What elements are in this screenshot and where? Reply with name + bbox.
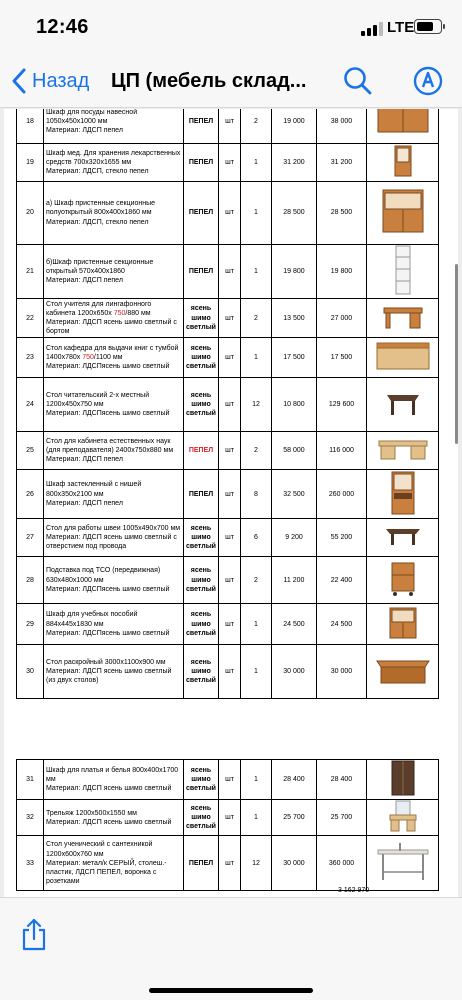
item-sum: 28 500: [317, 182, 367, 245]
item-image: [367, 245, 439, 299]
row-number: 28: [17, 557, 44, 604]
item-sum: 55 200: [317, 519, 367, 557]
item-sum: 28 400: [317, 760, 367, 800]
counter-desk-icon: [368, 341, 437, 374]
description-part: /880 мм Материал: ЛДСП ясень шимо светлый с бортом: [46, 310, 177, 336]
description-part: Стол учителя для лингафонного кабинета 1200х650х: [46, 300, 152, 317]
item-price: 9 200: [272, 519, 317, 557]
furniture-table: [16, 109, 439, 699]
item-unit: шт: [219, 299, 241, 338]
item-price: 25 700: [272, 800, 317, 836]
item-price: 31 200: [272, 144, 317, 182]
item-sum: 38 000: [317, 109, 367, 144]
item-description: а) Шкаф пристенные секционные полуоткрытый 800х400х1860 мм Материал: ЛДСП, стекло пепел: [44, 182, 184, 245]
item-description: Стол читательский 2-х местный 1200х450х750 мм Материал: ЛДСПясень шимо светлый: [44, 378, 184, 432]
item-unit: шт: [219, 470, 241, 519]
item-image: [367, 800, 439, 836]
item-unit: шт: [219, 557, 241, 604]
item-quantity: 2: [241, 109, 272, 144]
tv-stand-icon: [368, 561, 437, 600]
item-unit: шт: [219, 144, 241, 182]
item-description: Шкаф для платья и белья 800х400х1700 мм Материал: ЛДСП ясень шимо светлый: [44, 760, 184, 800]
back-label: Назад: [32, 69, 90, 92]
item-image: [367, 109, 439, 144]
item-quantity: 2: [241, 557, 272, 604]
item-color: ПЕПЕЛ: [184, 144, 219, 182]
item-color: ясень шимо светлый: [184, 557, 219, 604]
item-price: 30 000: [272, 836, 317, 891]
scrollbar[interactable]: [455, 264, 458, 444]
share-button[interactable]: [20, 918, 48, 952]
item-description: Стол ученический с сантехникой 1200х600х760 мм Материал: метал/к СЕРЫЙ, столеш.-пластик, ЛДСП ПЕПЕЛ, воронка с розетками: [44, 836, 184, 891]
item-quantity: 1: [241, 245, 272, 299]
item-unit: шт: [219, 836, 241, 891]
row-number: 27: [17, 519, 44, 557]
cutting-table-icon: [368, 653, 437, 690]
item-description: Шкаф мед. Для хранения лекарственных средств 700х320х1655 мм Материал: ЛДСП, стекло пепел: [44, 144, 184, 182]
science-desk-icon: [368, 437, 437, 464]
item-color: ясень шимо светлый: [184, 519, 219, 557]
item-sum: 360 000: [317, 836, 367, 891]
table-row: [17, 470, 439, 519]
row-number: 30: [17, 645, 44, 699]
item-quantity: 6: [241, 519, 272, 557]
table-row: [17, 109, 439, 144]
item-sum: 27 000: [317, 299, 367, 338]
item-image: [367, 836, 439, 891]
row-number: 32: [17, 800, 44, 836]
item-color: ПЕПЕЛ: [184, 470, 219, 519]
item-unit: шт: [219, 800, 241, 836]
document-title: ЦП (мебель склад...: [111, 70, 307, 92]
row-number: 21: [17, 245, 44, 299]
item-quantity: 1: [241, 645, 272, 699]
chevron-left-icon: [8, 66, 32, 96]
item-sum: 17 500: [317, 338, 367, 378]
document-viewer[interactable]: [0, 109, 462, 897]
item-description: Стол для работы швеи 1005х490х700 мм Материал: ЛДСП ясень шимо светлый с отверстием под провода: [44, 519, 184, 557]
home-indicator: [149, 988, 313, 993]
item-quantity: 1: [241, 760, 272, 800]
clothes-wardrobe-icon: [368, 760, 437, 799]
item-unit: шт: [219, 760, 241, 800]
item-sum: 30 000: [317, 645, 367, 699]
markup-button[interactable]: [412, 65, 444, 97]
network-label: LTE: [387, 19, 415, 36]
nav-bar: [0, 56, 462, 108]
share-icon: [20, 918, 48, 952]
row-number: 29: [17, 604, 44, 645]
item-unit: шт: [219, 109, 241, 144]
document-page: [4, 109, 458, 819]
item-description: Шкаф застекленный с нишей 800х350х2100 мм Материал: ЛДСП пепел: [44, 470, 184, 519]
item-sum: 31 200: [317, 144, 367, 182]
item-quantity: 1: [241, 144, 272, 182]
item-price: 17 500: [272, 338, 317, 378]
item-description: [44, 338, 184, 378]
item-unit: шт: [219, 338, 241, 378]
grand-total: 3 162 970: [338, 887, 370, 894]
table-row: [17, 432, 439, 470]
item-quantity: 12: [241, 378, 272, 432]
item-color: ясень шимо светлый: [184, 338, 219, 378]
document-page: [4, 746, 458, 897]
item-image: [367, 470, 439, 519]
item-unit: шт: [219, 182, 241, 245]
cabinet-glass-icon: [368, 145, 437, 180]
item-description: Стол для кабинета естественных наук (для преподавателя) 2400х750х880 мм Материал: ЛДСП пепел: [44, 432, 184, 470]
dressing-table-icon: [368, 800, 437, 835]
row-number: 25: [17, 432, 44, 470]
item-price: 19 800: [272, 245, 317, 299]
item-price: 10 800: [272, 378, 317, 432]
row-number: 23: [17, 338, 44, 378]
item-quantity: 2: [241, 299, 272, 338]
table-row: [17, 519, 439, 557]
item-sum: 19 800: [317, 245, 367, 299]
item-image: [367, 182, 439, 245]
item-unit: шт: [219, 245, 241, 299]
cabinet-wall-icon: [368, 109, 437, 137]
item-sum: 24 500: [317, 604, 367, 645]
item-quantity: 12: [241, 836, 272, 891]
description-part: Стол кафедра для выдачи книг с тумбой 1400х780х: [46, 344, 179, 362]
description-part: /1100 мм Материал: ЛДСПясень шимо светлый: [46, 354, 170, 371]
table-row: [17, 760, 439, 800]
signal-icon: [361, 22, 383, 36]
item-image: [367, 519, 439, 557]
item-price: 58 000: [272, 432, 317, 470]
search-button[interactable]: [342, 65, 374, 97]
item-price: 28 500: [272, 182, 317, 245]
row-number: 20: [17, 182, 44, 245]
table-row: [17, 645, 439, 699]
battery-icon: [414, 19, 442, 34]
item-color: ПЕПЕЛ: [184, 245, 219, 299]
table-row: [17, 557, 439, 604]
item-image: [367, 338, 439, 378]
sewing-table-icon: [368, 525, 437, 550]
row-number: 18: [17, 109, 44, 144]
item-price: 24 500: [272, 604, 317, 645]
highlighted-dimension: 750: [82, 354, 94, 362]
lab-table-icon: [368, 842, 437, 885]
teacher-desk-icon: [368, 304, 437, 333]
item-sum: 129 600: [317, 378, 367, 432]
item-color: ПЕПЕЛ: [184, 432, 219, 470]
item-unit: шт: [219, 378, 241, 432]
item-price: 30 000: [272, 645, 317, 699]
item-description: Шкаф для учебных пособий 884х445х1830 мм Материал: ЛДСПясень шимо светлый: [44, 604, 184, 645]
item-sum: 22 400: [317, 557, 367, 604]
item-quantity: 1: [241, 182, 272, 245]
item-unit: шт: [219, 604, 241, 645]
item-description: Подставка под ТСО (передвижная) 630х480х1000 мм Материал: ЛДСПясень шимо светлый: [44, 557, 184, 604]
row-number: 26: [17, 470, 44, 519]
item-price: 19 000: [272, 109, 317, 144]
item-price: 11 200: [272, 557, 317, 604]
item-quantity: 1: [241, 800, 272, 836]
item-description: Шкаф для посуды навесной 1050х450х1000 мм Материал: ЛДСП пепел: [44, 109, 184, 144]
item-sum: 260 000: [317, 470, 367, 519]
row-number: 24: [17, 378, 44, 432]
item-color: ясень шимо светлый: [184, 378, 219, 432]
item-unit: шт: [219, 432, 241, 470]
furniture-table: [16, 759, 439, 891]
table-row: [17, 378, 439, 432]
row-number: 33: [17, 836, 44, 891]
search-icon: [342, 65, 374, 97]
table-row: [17, 245, 439, 299]
table-row: [17, 800, 439, 836]
item-color: ясень шимо светлый: [184, 645, 219, 699]
reading-table-icon: [368, 389, 437, 420]
item-image: [367, 557, 439, 604]
item-color: ПЕПЕЛ: [184, 182, 219, 245]
item-sum: 25 700: [317, 800, 367, 836]
item-unit: шт: [219, 519, 241, 557]
bookcase-icon: [368, 607, 437, 642]
item-price: 28 400: [272, 760, 317, 800]
item-unit: шт: [219, 645, 241, 699]
item-image: [367, 378, 439, 432]
table-row: [17, 182, 439, 245]
item-image: [367, 604, 439, 645]
item-price: 13 500: [272, 299, 317, 338]
item-image: [367, 432, 439, 470]
item-description: [44, 299, 184, 338]
open-shelf-icon: [368, 245, 437, 298]
item-quantity: 1: [241, 338, 272, 378]
table-row: [17, 299, 439, 338]
table-row: [17, 604, 439, 645]
item-color: ПЕПЕЛ: [184, 109, 219, 144]
table-row: [17, 836, 439, 891]
item-price: 32 500: [272, 470, 317, 519]
item-color: ясень шимо светлый: [184, 760, 219, 800]
table-row: [17, 144, 439, 182]
item-description: Трельяж 1200х500х1550 мм Материал: ЛДСП ясень шимо светлый: [44, 800, 184, 836]
item-quantity: 1: [241, 604, 272, 645]
row-number: 22: [17, 299, 44, 338]
markup-pen-icon: [412, 65, 444, 97]
item-image: [367, 645, 439, 699]
wardrobe-icon: [368, 188, 437, 237]
row-number: 19: [17, 144, 44, 182]
status-bar: [0, 0, 462, 56]
item-color: ясень шимо светлый: [184, 800, 219, 836]
item-color: ясень шимо светлый: [184, 299, 219, 338]
item-description: Стол раскройный 3000х1100х900 мм Материал: ЛДСП ясень шимо светлый (из двух столов): [44, 645, 184, 699]
bottom-toolbar: [0, 897, 462, 1000]
item-image: [367, 299, 439, 338]
back-button[interactable]: [8, 64, 89, 98]
item-description: б)Шкаф пристенные секционные открытый 570х400х1860 Материал: ЛДСП пепел: [44, 245, 184, 299]
item-color: ясень шимо светлый: [184, 604, 219, 645]
status-time: 12:46: [36, 16, 89, 38]
row-number: 31: [17, 760, 44, 800]
glass-cabinet-niche-icon: [368, 471, 437, 518]
highlighted-dimension: 750: [113, 310, 126, 317]
item-color: ПЕПЕЛ: [184, 836, 219, 891]
item-sum: 116 000: [317, 432, 367, 470]
table-row: [17, 338, 439, 378]
item-quantity: 8: [241, 470, 272, 519]
item-image: [367, 144, 439, 182]
item-quantity: 2: [241, 432, 272, 470]
item-image: [367, 760, 439, 800]
